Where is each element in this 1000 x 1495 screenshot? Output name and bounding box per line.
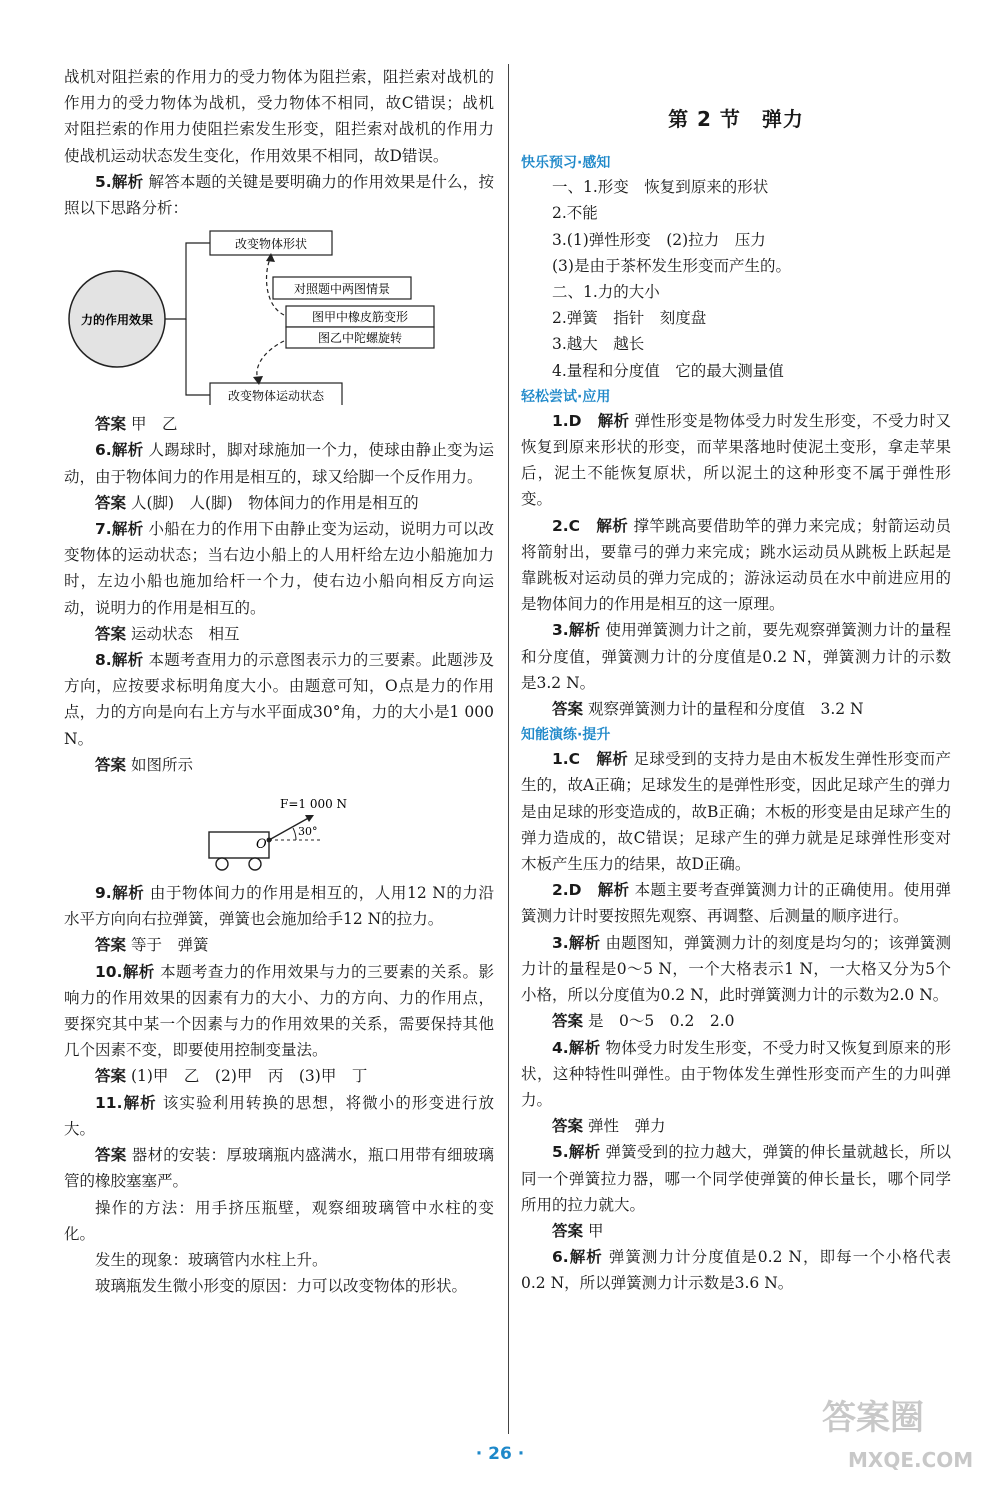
b3-analysis <box>521 930 951 1009</box>
a2-head: 2.C 解析 <box>552 516 629 535</box>
a3-answer <box>521 696 951 722</box>
dashed-arrow-down <box>257 341 284 379</box>
q11-text: 该实验利用转换的思想，将微小的形变进行放大。 <box>64 1093 494 1138</box>
q6-head: 6.解析 <box>95 441 144 460</box>
right-column <box>508 64 951 1438</box>
a2-text: 撑竿跳高要借助竿的弹力来完成；射箭运动员将箭射出，要靠弓的弹力来完成；跳水运动员从跳板上跃起是靠跳板对运动员的弹力完成的；游泳运动员在水中前进应用的是物体间力的作用是相互的这一原理。 <box>521 516 951 614</box>
answer-text: 甲 <box>587 1221 604 1240</box>
b3-head: 3.解析 <box>552 933 601 952</box>
b3-text: 由题图知，弹簧测力计的刻度是均匀的；该弹簧测力计的量程是0～5 N，一个大格表示1 N，一大格又分为5个小格，所以分度值为0.2 N，此时弹簧测力计的示数为2.0 N。 <box>521 933 951 1005</box>
q5-answer <box>64 411 494 437</box>
q9-answer <box>64 932 494 958</box>
point-o-label: O <box>256 837 267 853</box>
q6-answer <box>64 490 494 516</box>
section-title: 第 2 节 弹力 <box>668 107 804 131</box>
answer-text: 运动状态 相互 <box>130 624 240 643</box>
b4-text: 物体受力时发生形变，不受力时又恢复到原来的形状，这种特性叫弹性。由于物体发生弹性形变而产生的力叫弹力。 <box>521 1038 951 1109</box>
box-compare-label: 对照题中两图情景 <box>293 282 391 297</box>
q8-head: 8.解析 <box>95 651 144 670</box>
answer-label: 答案 <box>95 755 127 774</box>
q9-analysis <box>64 880 494 932</box>
answer-text: 甲 乙 <box>130 415 178 434</box>
b5-head: 5.解析 <box>552 1143 601 1162</box>
answer-label: 答案 <box>95 493 127 512</box>
line: 2.不能 <box>552 204 598 223</box>
answer-text: 等于 弹簧 <box>130 936 209 955</box>
q5-text: 解答本题的关键是要明确力的作用效果是什么，按照以下思路分析： <box>64 172 494 218</box>
band-apply: 轻松尝试·应用 <box>521 388 611 405</box>
b2-analysis <box>521 877 951 929</box>
b2-text: 本题主要考查弹簧测力计的正确使用。使用弹簧测力计时要按照先观察、再调整、后测量的顺序进行。 <box>521 881 951 926</box>
b1-head: 1.C 解析 <box>552 750 629 769</box>
paragraph: 操作的方法：用手挤压瓶壁，观察细玻璃管中水柱的变化。 <box>64 1198 494 1243</box>
answer-text: 观察弹簧测力计的量程和分度值 3.2 N <box>587 700 864 719</box>
line: 4.量程和分度值 它的最大测量值 <box>552 361 784 380</box>
band-improve: 知能演练·提升 <box>521 727 611 744</box>
answer-label: 答案 <box>95 415 127 434</box>
q11-analysis <box>64 1090 494 1142</box>
b4-answer <box>521 1113 951 1139</box>
q9-text: 由于物体间力的作用是相互的，人用12 N的力沿水平方向向右拉弹簧，弹簧也会施加给手12 N的拉力。 <box>64 884 494 929</box>
answer-label: 答案 <box>552 1012 584 1031</box>
q6-analysis <box>64 437 494 489</box>
watermark-logo: 答案圈 <box>822 1398 924 1438</box>
q7-text: 小船在力的作用下由静止变为运动，说明力可以改变物体的运动状态；当右边小船上的人用杆给左边小船施加力时，左边小船也施加给杆一个力，使右边小船向相反方向运动，说明力的作用是相互的。 <box>64 520 494 617</box>
line: 3.(1)弹性形变 (2)拉力 压力 <box>552 230 766 249</box>
line: 一、1.形变 恢复到原来的形状 <box>552 178 769 197</box>
line: 3.越大 越长 <box>552 335 645 354</box>
force-label: F=1 000 N <box>280 797 348 812</box>
a1-analysis <box>521 408 951 513</box>
b6-text: 弹簧测力计分度值是0.2 N，即每一个小格代表0.2 N，所以弹簧测力计示数是3.6 N。 <box>521 1248 951 1293</box>
answer-text: 如图所示 <box>130 755 193 774</box>
b4-head: 4.解析 <box>552 1038 601 1057</box>
b1-text: 足球受到的支持力是由木板发生弹性形变而产生的，故A正确；足球发生的是弹性形变，因此足球产生的弹力是由足球的形变造成的，故B正确；木板的形变是由足球产生的弹力造成的，故C错误；足球产生的弹力就是足球弹性形变对木板产生压力的结果，故D正确。 <box>521 750 951 874</box>
cart-wheel-left <box>216 858 228 870</box>
a3-text: 使用弹簧测力计之前，要先观察弹簧测力计的量程和分度值，弹簧测力计的分度值是0.2 N，弹簧测力计的示数是3.2 N。 <box>521 621 951 692</box>
q7-analysis <box>64 516 494 621</box>
b6-head: 6.解析 <box>552 1248 603 1267</box>
q8-analysis <box>64 647 494 752</box>
cart-force-diagram <box>64 782 494 874</box>
cart-wheel-right <box>249 858 261 870</box>
page-number: · 26 · <box>475 1444 525 1464</box>
bracket-bottom <box>186 319 210 395</box>
circle-label: 力的作用效果 <box>80 313 154 328</box>
answer-label: 答案 <box>95 936 127 955</box>
q5-head: 5.解析 <box>95 172 144 191</box>
answer-label: 答案 <box>95 1146 127 1165</box>
answer-text: (1)甲 乙 (2)甲 丙 (3)甲 丁 <box>130 1067 368 1086</box>
answer-text: 弹性 弹力 <box>587 1117 666 1136</box>
answer-text: 器材的安装：厚玻璃瓶内盛满水，瓶口用带有细玻璃管的橡胶塞塞严。 <box>64 1146 494 1191</box>
q8-answer <box>64 752 494 778</box>
box-change-shape-label: 改变物体形状 <box>234 237 308 252</box>
a1-head: 1.D 解析 <box>552 411 630 430</box>
b5-analysis <box>521 1139 951 1218</box>
b5-answer <box>521 1218 951 1244</box>
answer-label: 答案 <box>552 700 584 719</box>
q5-analysis <box>64 169 494 221</box>
b3-answer <box>521 1008 951 1034</box>
answer-text: 人(脚) 人(脚) 物体间力的作用是相互的 <box>130 493 419 512</box>
q8-text: 本题考查用力的示意图表示力的三要素。此题涉及方向，应按要求标明角度大小。由题意可知，O点是力的作用点，力的方向是向右上方与水平面成30°角，力的大小是1 000 N。 <box>64 651 494 748</box>
q7-head: 7.解析 <box>95 520 144 539</box>
b1-analysis <box>521 746 951 877</box>
paragraph: 玻璃瓶发生微小形变的原因：力可以改变物体的形状。 <box>95 1277 468 1296</box>
paragraph: 发生的现象：玻璃管内水柱上升。 <box>95 1250 328 1269</box>
box-fig-a-label: 图甲中橡皮筋变形 <box>311 310 409 325</box>
box-fig-b-label: 图乙中陀螺旋转 <box>317 331 403 346</box>
angle-label: 30° <box>298 825 318 839</box>
answer-label: 答案 <box>95 1067 127 1086</box>
answer-label: 答案 <box>95 624 127 643</box>
left-column <box>64 64 494 1299</box>
bracket-top <box>165 243 210 319</box>
q7-answer <box>64 621 494 647</box>
paragraph: 战机对阻拦索的作用力的受力物体为阻拦索，阻拦索对战机的作用力的受力物体为战机，受力物体不相同，故C错误；战机对阻拦索的作用力使阻拦索发生形变，阻拦索对战机的作用力使战机运动状态发生变化，作用效果不相同，故D错误。 <box>64 68 494 165</box>
b2-head: 2.D 解析 <box>552 881 630 900</box>
q11-head: 11.解析 <box>95 1093 157 1112</box>
a3-analysis <box>521 617 951 696</box>
q11-answer <box>64 1142 494 1194</box>
a2-analysis <box>521 513 951 618</box>
q6-text: 人踢球时，脚对球施加一个力，使球由静止变为运动，由于物体间力的作用是相互的，球又给脚一个反作用力。 <box>64 441 494 486</box>
line: 2.弹簧 指针 刻度盘 <box>552 309 707 328</box>
angle-arc <box>293 828 296 840</box>
a1-text: 弹性形变是物体受力时发生形变，不受力时又恢复到原来形状的形变，而苹果落地时使泥土变形，拿走苹果后，泥土不能恢复原状，所以泥土的这种形变不属于弹性形变。 <box>521 411 951 509</box>
force-figure <box>64 782 494 874</box>
q10-head: 10.解析 <box>95 962 155 981</box>
answer-text: 是 0～5 0.2 2.0 <box>587 1012 735 1031</box>
line: (3)是由于茶杯发生形变而产生的。 <box>552 256 791 275</box>
line: 二、1.力的大小 <box>552 283 660 302</box>
a3-head: 3.解析 <box>552 621 601 640</box>
q10-answer <box>64 1063 494 1089</box>
force-effect-diagram <box>64 225 494 405</box>
answer-label: 答案 <box>552 1221 584 1240</box>
watermark-url: MXQE.COM <box>848 1448 974 1472</box>
box-change-motion-label: 改变物体运动状态 <box>227 389 325 404</box>
concept-map <box>64 225 494 405</box>
band-preview: 快乐预习·感知 <box>521 155 611 172</box>
b6-analysis <box>521 1244 951 1296</box>
q10-text: 本题考查力的作用效果与力的三要素的关系。影响力的作用效果的因素有力的大小、力的方向、力的作用点，要探究其中某一个因素与力的作用效果的关系，需要保持其他几个因素不变，即要使用控制变量法。 <box>64 962 494 1060</box>
answer-label: 答案 <box>552 1117 584 1136</box>
q9-head: 9.解析 <box>95 884 145 903</box>
b5-text: 弹簧受到的拉力越大，弹簧的伸长量就越长，所以同一个弹簧拉力器，哪一个同学使弹簧的伸长量长，哪个同学所用的拉力就大。 <box>521 1143 951 1214</box>
q10-analysis <box>64 959 494 1064</box>
b4-analysis <box>521 1035 951 1114</box>
